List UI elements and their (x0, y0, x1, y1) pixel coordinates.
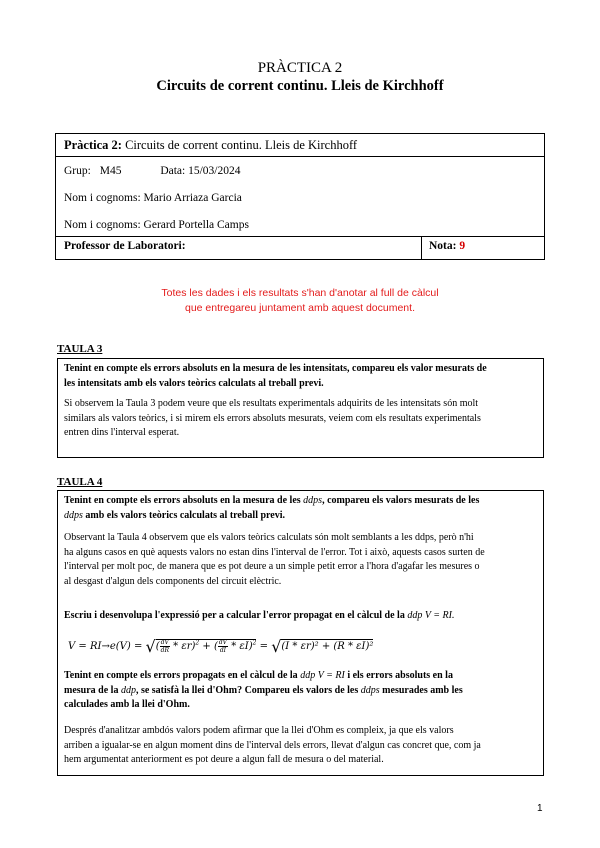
page-title: PRÀCTICA 2 (257, 60, 343, 76)
taula3-question (64, 362, 538, 391)
notice-line-1: Totes les dades i els resultats s'han d'anotar al full de càlcul (161, 287, 439, 299)
question-line: Tenint en compte els errors absoluts en la mesura de les ddps, compareu els valors mesurats de les (64, 495, 480, 506)
taula3-box (57, 358, 544, 458)
name-value: Gerard Portella Camps (143, 219, 249, 231)
taula3-answer (64, 397, 538, 441)
answer-line: Observant la Taula 4 observem que els valors teòrics calculats són molt semblants a les ddps, però n'hi (64, 532, 474, 543)
page-number: 1 (537, 803, 543, 814)
practice-row (64, 138, 357, 153)
group-label: Grup: (64, 165, 91, 177)
answer-line: ha alguns casos en què aquests valors no estan dins l'interval de l'error. Tot i això, aquests casos surten de (64, 546, 485, 558)
answer-line: similars als valors teòrics, i si mirem els errors absoluts mesurats, veiem com els resultats experimentals (64, 412, 481, 424)
practice-info-box (55, 133, 545, 260)
taula4-title: TAULA 4 (57, 476, 103, 488)
name-row-1 (64, 192, 242, 204)
question-line: les intensitats amb els valors teòrics calculats al treball previ. (64, 377, 324, 389)
question-line: Tenint en compte els errors propagats en el càlcul de la ddp V = RI i els errors absoluts en la (64, 670, 453, 681)
taula3-title: TAULA 3 (57, 343, 103, 355)
page-subtitle: Circuits de corrent continu. Lleis de Kirchhoff (156, 78, 444, 94)
group-value: M45 (99, 165, 122, 177)
date-label: Data: (160, 165, 186, 177)
answer-line: Després d'analitzar ambdós valors podem afirmar que la llei d'Ohm es compleix, ja que els valors (64, 725, 454, 736)
grade-value: 9 (459, 240, 466, 252)
question-line: ddps amb els valors teòrics calculats al treball previ. (64, 509, 286, 521)
grade-row (429, 240, 465, 252)
answer-line: al desgast d'algun dels components del circuit elèctric. (64, 575, 282, 587)
name-value: Mario Arriaza Garcia (143, 192, 242, 204)
answer-line: hem argumentat anteriorment es pot deure a algun fall de mesura o del material. (64, 754, 384, 765)
grade-label: Nota: (429, 240, 457, 252)
taula4-question-3 (64, 669, 538, 713)
taula4-question-1 (64, 494, 538, 523)
group-date-row (64, 165, 241, 177)
error-formula: V = RI→e(V) = √( $\frac{dV}{dR}$ * εr)$^2$ + ( $\frac{dV}{dI}$ * εI)$^2$ = √(I * εr)² + (R * εI)² (68, 637, 374, 656)
question-line: mesura de la ddp, se satisfà la llei d'Ohm? Compareu els valors de les ddps mesurades amb les (64, 684, 463, 696)
name-row-2 (64, 219, 249, 231)
taula4-answer-3 (64, 724, 538, 768)
answer-line: arriben a igualar-se en algun moment dins de l'interval dels errors, llevat d'algun cas concret que, com ja (64, 739, 481, 751)
professor-label: Professor de Laboratori: (64, 240, 186, 252)
divider (56, 236, 544, 237)
divider (56, 156, 544, 157)
practice-label: Pràctica 2: (64, 138, 122, 152)
taula4-answer-1 (64, 531, 538, 589)
answer-line: l'interval per molt poc, de manera que es pot deure a un simple petit error a l'hora d'agafar les mesures o (64, 561, 480, 572)
taula4-box (57, 490, 544, 776)
divider-vertical (421, 237, 422, 260)
answer-line: Si observem la Taula 3 podem veure que els resultats experimentals adquirits de les intensitats són molt (64, 398, 479, 409)
question-line: Tenint en compte els errors absoluts en la mesura de les intensitats, compareu els valor mesurats de (64, 363, 487, 374)
date-value: 15/03/2024 (188, 165, 241, 177)
answer-line: entren dins l'interval esperat. (64, 427, 180, 438)
practice-title: Circuits de corrent continu. Lleis de Kirchhoff (125, 138, 358, 152)
name-label: Nom i cognoms: (64, 192, 141, 204)
name-label: Nom i cognoms: (64, 219, 141, 231)
notice-line-2: que entregareu juntament amb aquest document. (185, 302, 415, 314)
question-line: calculades amb la llei d'Ohm. (64, 699, 190, 710)
taula4-question-2: Escriu i desenvolupa l'expressió per a calcular l'error propagat en el càlcul de la ddp V = RI. (64, 610, 455, 621)
